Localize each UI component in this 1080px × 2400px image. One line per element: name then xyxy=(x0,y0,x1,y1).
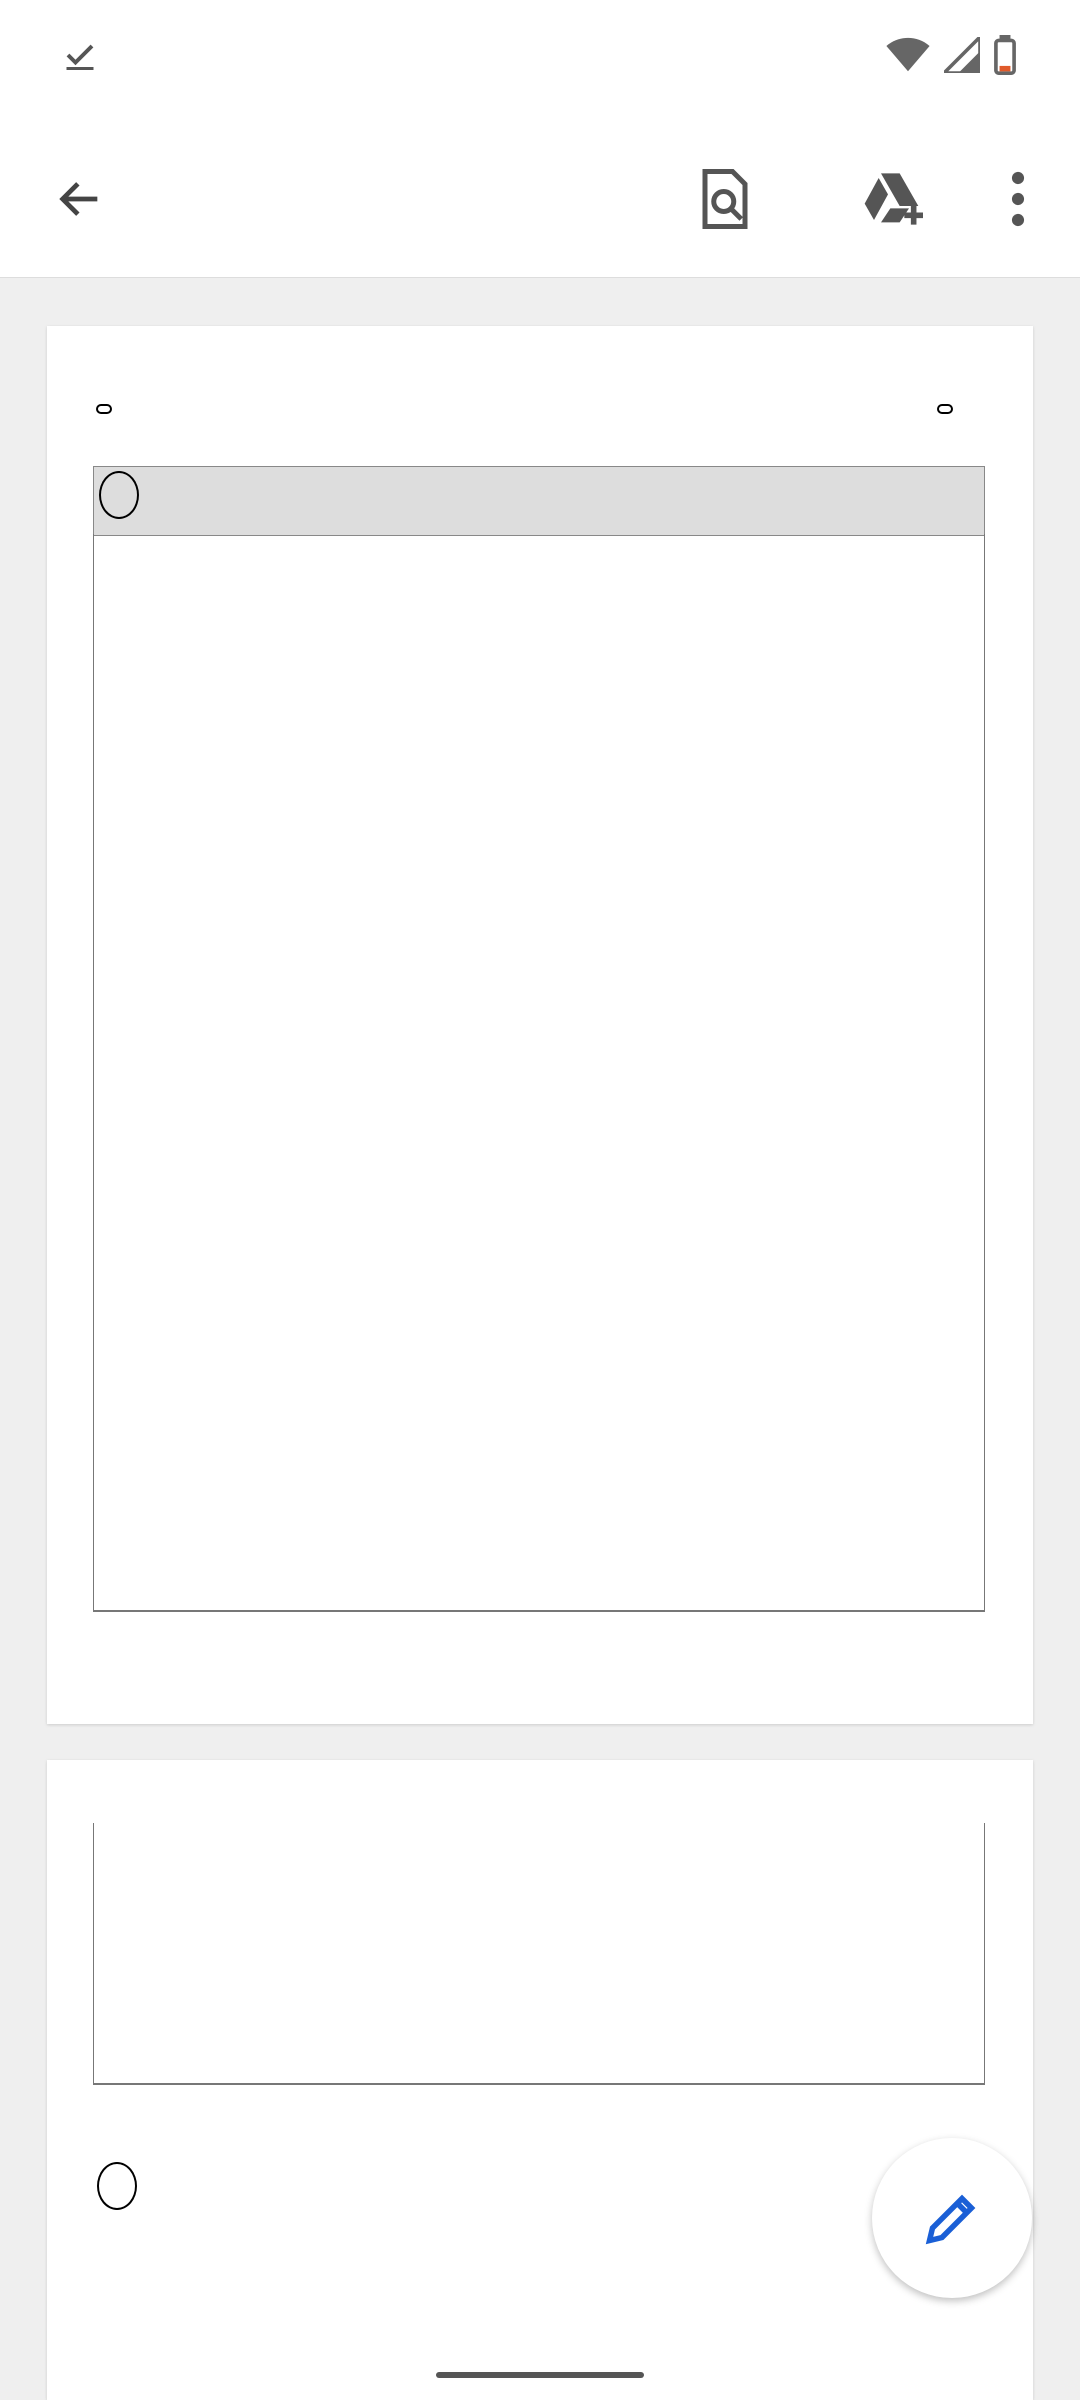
target-points-right xyxy=(937,402,953,416)
more-vert-icon xyxy=(1008,171,1028,227)
status-bar xyxy=(0,0,1080,120)
find-in-page-icon xyxy=(698,169,752,229)
target-value xyxy=(937,404,953,414)
more-options-button[interactable] xyxy=(978,159,1058,239)
target-points-left xyxy=(96,402,112,416)
search-in-document-button[interactable] xyxy=(685,159,765,239)
special-rules-logo-icon xyxy=(97,2162,137,2210)
save-to-drive-button[interactable] xyxy=(855,159,935,239)
app-bar xyxy=(0,120,1080,278)
units-table-1 xyxy=(93,534,985,1612)
units-table-2 xyxy=(93,1823,985,2085)
battery-icon xyxy=(994,35,1016,85)
pencil-icon xyxy=(922,2188,982,2248)
check-icon xyxy=(62,37,98,83)
gesture-nav-handle xyxy=(436,2372,644,2378)
wifi-icon xyxy=(886,37,930,83)
back-button[interactable] xyxy=(40,159,120,239)
target-value xyxy=(96,404,112,414)
signal-icon xyxy=(944,37,980,83)
faction-logo-icon xyxy=(99,471,139,519)
drive-add-icon xyxy=(862,171,928,227)
edit-button[interactable] xyxy=(872,2138,1032,2298)
force-header xyxy=(93,466,985,536)
arrow-back-icon xyxy=(54,173,106,225)
